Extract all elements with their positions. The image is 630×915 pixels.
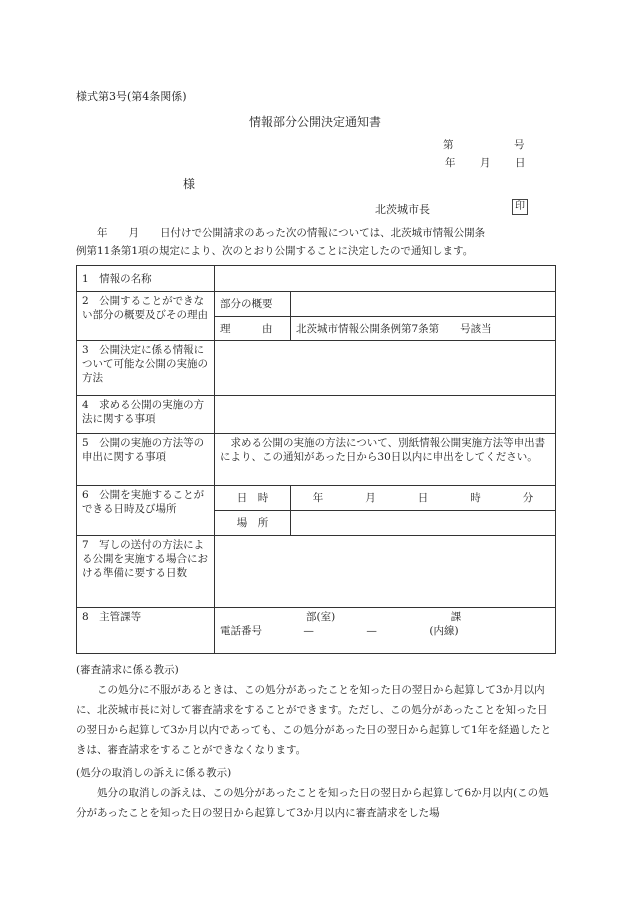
row4-label: 4 求める公開の実施の方法に関する事項	[77, 396, 215, 434]
row3-value	[215, 341, 556, 396]
row6-label: 6 公開を実施することができる日時及び場所	[77, 486, 215, 536]
row5-label: 5 公開の実施の方法等の申出に関する事項	[77, 434, 215, 486]
date-month: 月	[480, 157, 491, 169]
doc-number-suffix: 号	[514, 139, 525, 151]
row6-datetime-value: 年 月 日 時 分	[291, 486, 556, 511]
review-notice-heading: (審査請求に係る教示)	[76, 664, 179, 676]
addressee-suffix: 様	[183, 177, 196, 191]
table-row	[77, 396, 556, 434]
row2-label: 2 公開することができない部分の概要及びその理由	[77, 292, 215, 341]
date-year: 年	[445, 157, 456, 169]
row8-phone-label: 電話番号	[220, 625, 262, 637]
table-row	[77, 341, 556, 396]
table-row	[77, 266, 556, 292]
row2-overview-label: 部分の概要	[215, 292, 291, 317]
row2-reason-value: 北茨城市情報公開条例第7条第 号該当	[291, 317, 556, 341]
row6-place-label: 場 所	[215, 511, 291, 536]
row8-label: 8 主管課等	[77, 608, 215, 654]
review-notice	[76, 660, 554, 760]
row8-dept-line: 部(室) 課	[306, 611, 462, 623]
revocation-notice	[76, 763, 554, 823]
row2-overview-value	[291, 292, 556, 317]
intro-line-1: 年 月 日付けで公開請求のあった次の情報については、北茨城市情報公開条	[76, 227, 486, 239]
row1-value	[215, 266, 556, 292]
row7-label: 7 写しの送付の方法による公開を実施する場合における準備に要する日数	[77, 536, 215, 608]
row4-value	[215, 396, 556, 434]
table-row	[77, 536, 556, 608]
row1-label: 1 情報の名称	[77, 266, 215, 292]
revocation-notice-body: 処分の取消しの訴えは、この処分があったことを知った日の翌日から起算して6か月以内(この処分があったことを知った日の翌日から起算して3か月以内に審査請求をした場	[76, 787, 549, 819]
row8-phone-value: — — (内線)	[303, 625, 459, 637]
form-number: 様式第3号(第4条関係)	[76, 90, 187, 103]
issuer-name: 北茨城市長	[375, 203, 430, 216]
document-title: 情報部分公開決定通知書	[248, 115, 381, 129]
review-notice-body: この処分に不服があるときは、この処分があったことを知った日の翌日から起算して3か月以内に、北茨城市長に対して審査請求をすることができます。ただし、この処分があったことを知った日の翌日から起算して3か月以内であっても、この処分があった日の翌日から起算して1年を経過したときは、審査請求をすることができなくなります。	[76, 684, 552, 756]
doc-number-prefix: 第	[443, 139, 454, 151]
table-row	[77, 434, 556, 486]
date-day: 日	[515, 157, 526, 169]
row8-phone-line	[220, 624, 550, 638]
table-row	[77, 608, 556, 654]
row6-datetime-label: 日 時	[215, 486, 291, 511]
row7-value	[215, 536, 556, 608]
row3-label: 3 公開決定に係る情報について可能な公開の実施の方法	[77, 341, 215, 396]
main-table	[76, 265, 556, 654]
revocation-notice-heading: (処分の取消しの訴えに係る教示)	[76, 767, 232, 779]
row2-reason-label: 理 由	[215, 317, 291, 341]
row8-value	[215, 608, 556, 654]
row5-value: 求める公開の実施の方法について、別紙情報公開実施方法等申出書により、この通知があった日から30日以内に申出をしてください。	[215, 434, 556, 486]
table-row	[77, 486, 556, 511]
seal-mark: 印	[512, 199, 528, 215]
table-row	[77, 292, 556, 317]
intro-line-2: 例第11条第1項の規定により、次のとおり公開することに決定したので通知します。	[76, 245, 474, 257]
intro-paragraph	[76, 224, 554, 260]
row6-place-value	[291, 511, 556, 536]
